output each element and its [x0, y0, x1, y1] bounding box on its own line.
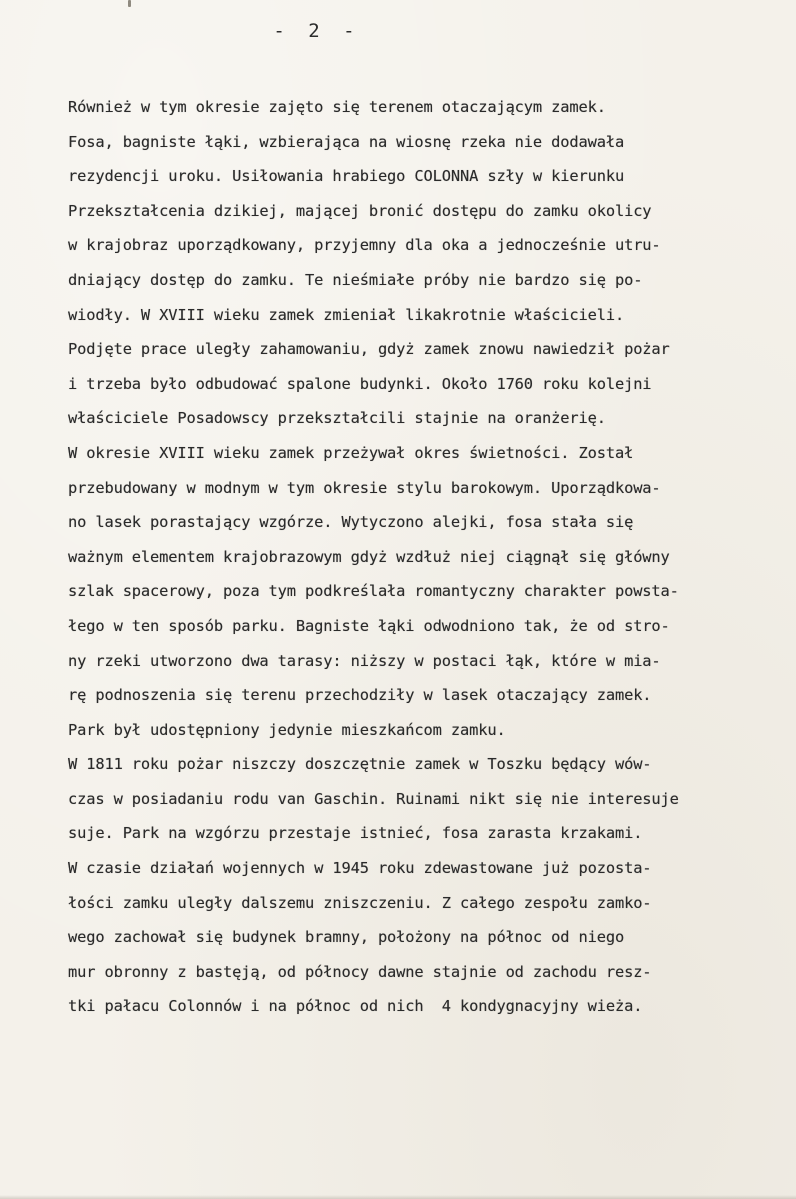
text-line: łości zamku uległy dalszemu zniszczeniu. Z całego zespołu zamko-	[68, 893, 652, 912]
text-line: tki pałacu Colonnów i na północ od nich 4 kondygnacyjny wieża.	[68, 997, 643, 1016]
text-line: mur obronny z bastęją, od północy dawne stajnie od zachodu resz-	[68, 962, 652, 981]
text-line: i trzeba było odbudować spalone budynki. Około 1760 roku kolejni	[68, 374, 652, 393]
text-line: dniający dostęp do zamku. Te nieśmiałe próby nie bardzo się po-	[68, 270, 643, 289]
document-body	[68, 90, 788, 1024]
page-number: - 2 -	[273, 20, 361, 42]
page-bottom-edge	[0, 1195, 796, 1199]
text-line: łego w ten sposób parku. Bagniste łąki odwodniono tak, że od stro-	[68, 616, 670, 635]
text-line: ważnym elementem krajobrazowym gdyż wzdłuż niej ciągnął się główny	[68, 547, 670, 566]
text-line: szlak spacerowy, poza tym podkreślała romantyczny charakter powsta-	[68, 582, 679, 601]
text-line: rezydencji uroku. Usiłowania hrabiego COLONNA szły w kierunku	[68, 167, 625, 186]
text-line: właściciele Posadowscy przekształcili stajnie na oranżerię.	[68, 409, 606, 428]
text-line: czas w posiadaniu rodu van Gaschin. Ruinami nikt się nie interesuje	[68, 789, 679, 808]
text-line: suje. Park na wzgórzu przestaje istnieć, fosa zarasta krzakami.	[68, 824, 643, 843]
text-line: wiodły. W XVIII wieku zamek zmieniał likakrotnie właścicieli.	[68, 305, 625, 324]
text-line: no lasek porastający wzgórze. Wytyczono alejki, fosa stała się	[68, 513, 634, 532]
text-line: W 1811 roku pożar niszczy doszczętnie zamek w Toszku będący wów-	[68, 755, 652, 774]
text-line: W czasie działań wojennych w 1945 roku zdewastowane już pozosta-	[68, 859, 652, 878]
text-line: W okresie XVIII wieku zamek przeżywał okres świetności. Został	[68, 443, 634, 462]
text-line: wego zachował się budynek bramny, położony na północ od niego	[68, 928, 625, 947]
text-line: przebudowany w modnym w tym okresie stylu barokowym. Uporządkowa-	[68, 478, 661, 497]
text-line: Podjęte prace uległy zahamowaniu, gdyż zamek znowu nawiedził pożar	[68, 340, 670, 359]
text-line: ny rzeki utworzono dwa tarasy: niższy w postaci łąk, które w mia-	[68, 651, 661, 670]
text-line: rę podnoszenia się terenu przechodziły w lasek otaczający zamek.	[68, 686, 652, 705]
punch-mark	[128, 0, 131, 7]
text-line: Fosa, bagniste łąki, wzbierająca na wiosnę rzeka nie dodawała	[68, 132, 625, 151]
text-line: Przekształcenia dzikiej, mającej bronić dostępu do zamku okolicy	[68, 201, 652, 220]
text-line: w krajobraz uporządkowany, przyjemny dla oka a jednocześnie utru-	[68, 236, 661, 255]
text-line: Również w tym okresie zajęto się terenem otaczającym zamek.	[68, 98, 606, 116]
text-line: Park był udostępniony jedynie mieszkańcom zamku.	[68, 720, 506, 739]
